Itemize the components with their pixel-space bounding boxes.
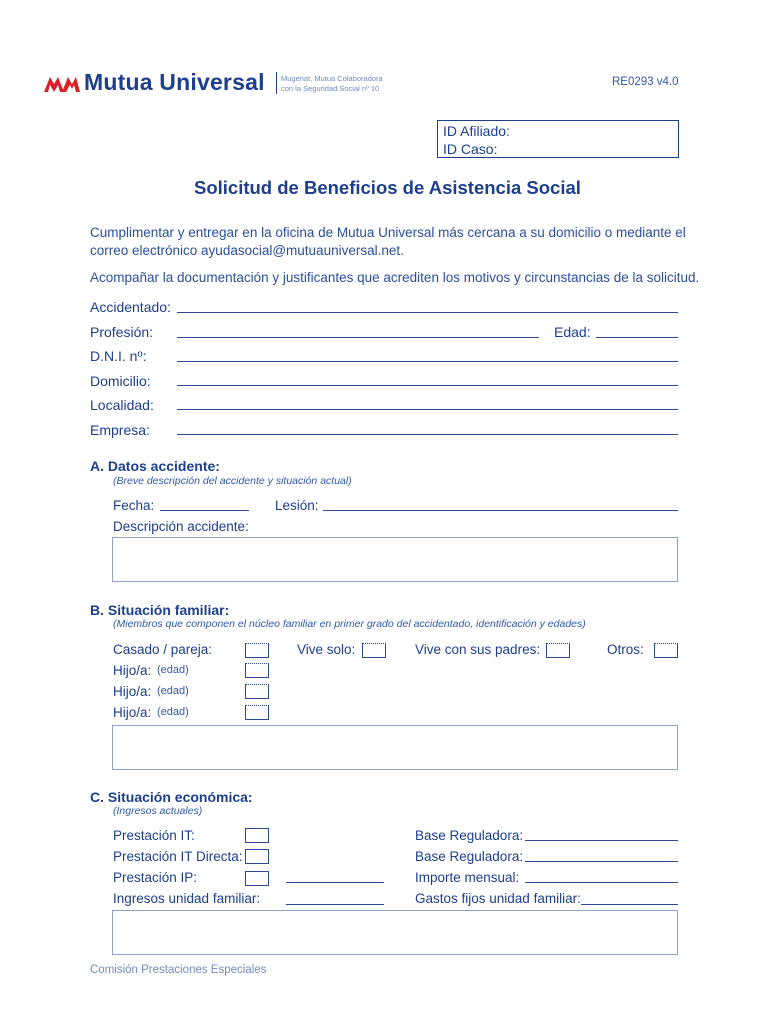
mutua-logo-icon	[44, 73, 80, 93]
vive-padres-label: Vive con sus padres:	[415, 642, 541, 657]
otros-checkbox[interactable]	[654, 643, 678, 658]
section-c-hint: (Ingresos actuales)	[113, 805, 203, 817]
lesion-label: Lesión:	[275, 498, 319, 513]
prestacion-it-directa-label: Prestación IT Directa:	[113, 849, 243, 864]
brand-divider	[276, 72, 277, 94]
brand-name: Mutua Universal	[84, 69, 265, 95]
prestacion-ip-amount-field[interactable]	[286, 882, 384, 883]
importe-mensual-label: Importe mensual:	[415, 870, 520, 885]
prestacion-it-directa-checkbox[interactable]	[245, 849, 269, 864]
ingresos-label: Ingresos unidad familiar:	[113, 891, 261, 906]
prestacion-ip-checkbox[interactable]	[245, 871, 269, 886]
hijo-2-checkbox[interactable]	[245, 684, 269, 699]
base-reguladora-2-label: Base Reguladora:	[415, 849, 524, 864]
localidad-field[interactable]	[177, 409, 678, 410]
localidad-label: Localidad:	[90, 397, 154, 413]
accidentado-field[interactable]	[177, 312, 678, 313]
hijo-3-label: Hijo/a:	[113, 705, 152, 720]
dni-field[interactable]	[177, 361, 678, 362]
fecha-field[interactable]	[160, 510, 249, 511]
otros-label: Otros:	[607, 642, 644, 657]
empresa-label: Empresa:	[90, 422, 150, 438]
id-afiliado-label: ID Afiliado:	[443, 123, 510, 139]
hijo-1-checkbox[interactable]	[245, 663, 269, 678]
prestacion-ip-label: Prestación IP:	[113, 870, 198, 885]
doc-code: RE0293 v4.0	[612, 76, 679, 88]
hijo-1-edad-hint: (edad)	[157, 664, 189, 676]
section-a-heading: A. Datos accidente:	[90, 458, 220, 474]
base-reguladora-1-field[interactable]	[525, 840, 678, 841]
prestacion-it-checkbox[interactable]	[245, 828, 269, 843]
gastos-fijos-label: Gastos fijos unidad familiar:	[415, 891, 581, 906]
id-caso-label: ID Caso:	[443, 141, 498, 157]
base-reguladora-2-field[interactable]	[525, 861, 678, 862]
vive-padres-checkbox[interactable]	[546, 643, 570, 658]
descripcion-textarea[interactable]	[112, 537, 678, 582]
hijo-1-label: Hijo/a:	[113, 663, 152, 678]
edad-label: Edad:	[554, 324, 591, 340]
dni-label: D.N.I. nº:	[90, 348, 147, 364]
section-a-hint: (Breve descripción del accidente y situación actual)	[113, 475, 352, 487]
lesion-field[interactable]	[323, 510, 678, 511]
prestacion-it-label: Prestación IT:	[113, 828, 195, 843]
section-b-heading: B. Situación familiar:	[90, 602, 230, 618]
domicilio-label: Domicilio:	[90, 373, 151, 389]
hijo-3-edad-hint: (edad)	[157, 706, 189, 718]
intro-line-3: Acompañar la documentación y justificantes que acrediten los motivos y circunstancias de la solicitud.	[90, 270, 700, 285]
accidentado-label: Accidentado:	[90, 299, 171, 315]
importe-mensual-field[interactable]	[525, 882, 678, 883]
hijo-2-edad-hint: (edad)	[157, 685, 189, 697]
vive-solo-checkbox[interactable]	[362, 643, 386, 658]
empresa-field[interactable]	[177, 434, 678, 435]
profesion-label: Profesión:	[90, 324, 154, 340]
fecha-label: Fecha:	[113, 498, 155, 513]
descripcion-label: Descripción accidente:	[113, 519, 249, 534]
brand-tagline-1: Mugenat, Mutua Colaboradora	[281, 74, 383, 83]
ingresos-field[interactable]	[286, 904, 384, 905]
section-b-hint: (Miembros que componen el núcleo familiar en primer grado del accidentado, identificación y edades)	[113, 618, 586, 630]
brand-tagline-2: con la Seguridad Social nº 10	[281, 84, 380, 93]
intro-line-2: correo electrónico ayudasocial@mutuauniversal.net.	[90, 243, 404, 258]
profesion-field[interactable]	[177, 337, 539, 338]
hijo-2-label: Hijo/a:	[113, 684, 152, 699]
base-reguladora-1-label: Base Reguladora:	[415, 828, 524, 843]
casado-checkbox[interactable]	[245, 643, 269, 658]
domicilio-field[interactable]	[177, 385, 678, 386]
footer-text: Comisión Prestaciones Especiales	[90, 964, 267, 976]
casado-label: Casado / pareja:	[113, 642, 213, 657]
page-title: Solicitud de Beneficios de Asistencia Social	[194, 177, 581, 198]
gastos-fijos-field[interactable]	[581, 904, 678, 905]
vive-solo-label: Vive solo:	[297, 642, 356, 657]
economica-textarea[interactable]	[112, 910, 678, 955]
intro-line-1: Cumplimentar y entregar en la oficina de Mutua Universal más cercana a su domicilio o mediante el	[90, 225, 686, 240]
section-c-heading: C. Situación económica:	[90, 789, 253, 805]
familiar-textarea[interactable]	[112, 725, 678, 770]
edad-field[interactable]	[596, 337, 678, 338]
hijo-3-checkbox[interactable]	[245, 705, 269, 720]
